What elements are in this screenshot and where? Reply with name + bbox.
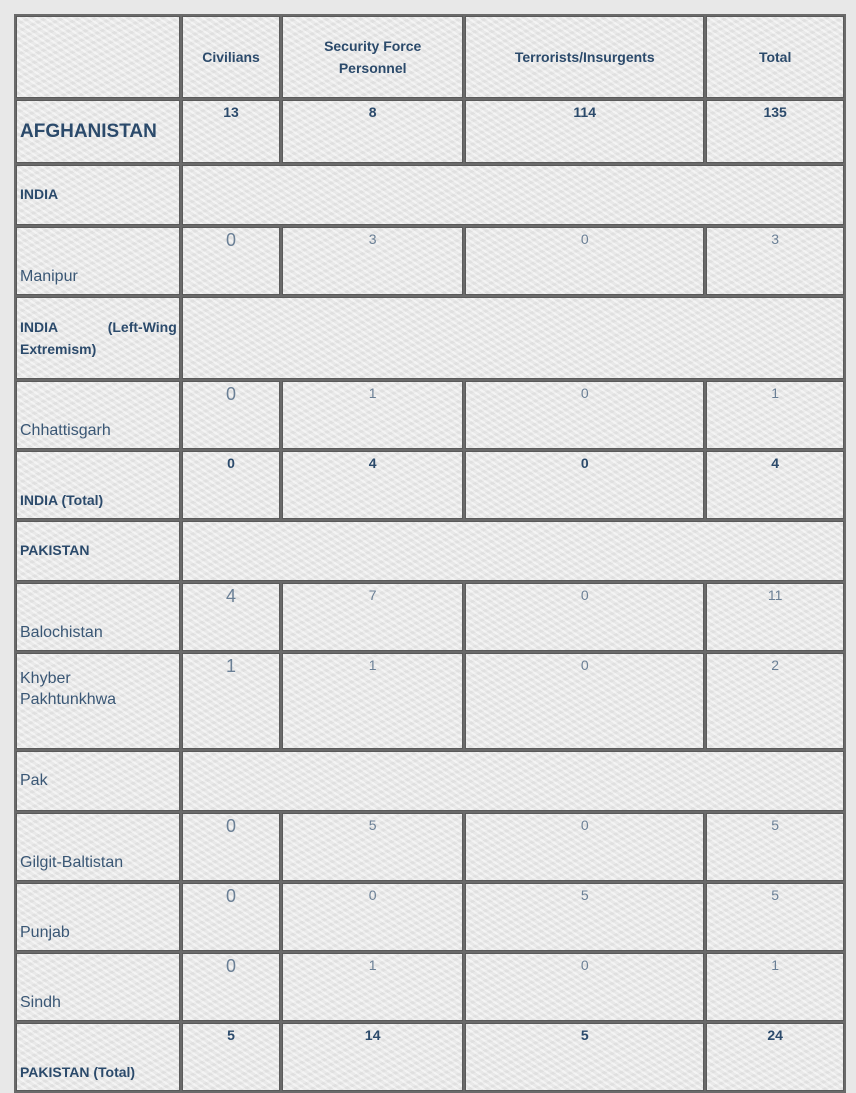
cell-security-force: 7 (282, 583, 463, 651)
section-blank (182, 297, 844, 379)
cell-terrorists: 0 (465, 813, 704, 881)
cell-civilians: 5 (182, 1023, 280, 1091)
row-label-khyber-pakhtunkhwa (16, 653, 180, 749)
cell-security-force: 0 (282, 883, 463, 951)
header-security-force (282, 16, 463, 98)
row-label-sindh: Sindh (16, 953, 180, 1021)
cell-terrorists: 114 (465, 100, 704, 163)
table-row (16, 813, 844, 881)
cell-civilians: 0 (182, 227, 280, 295)
table-row (16, 583, 844, 651)
cell-civilians: 13 (182, 100, 280, 163)
cell-security-force: 5 (282, 813, 463, 881)
cell-total: 5 (706, 813, 844, 881)
section-blank (182, 521, 844, 581)
row-label-afghanistan: AFGHANISTAN (16, 100, 180, 163)
cell-terrorists: 5 (465, 883, 704, 951)
cell-civilians: 1 (182, 653, 280, 749)
lwe-part-1: INDIA (20, 319, 59, 335)
cell-terrorists: 0 (465, 953, 704, 1021)
header-security-line1: Security Force (324, 38, 422, 54)
lwe-part-2: (Left-Wing (107, 319, 177, 335)
table-row (16, 953, 844, 1021)
table-row (16, 653, 844, 749)
cell-civilians: 0 (182, 953, 280, 1021)
table-row (16, 751, 844, 811)
cell-total: 135 (706, 100, 844, 163)
cell-security-force: 1 (282, 953, 463, 1021)
cell-total: 11 (706, 583, 844, 651)
row-label-pakistan-total: PAKISTAN (Total) (16, 1023, 180, 1091)
cell-total: 1 (706, 381, 844, 449)
cell-terrorists: 0 (465, 227, 704, 295)
header-row (16, 16, 844, 98)
row-label-gilgit-baltistan: Gilgit-Baltistan (16, 813, 180, 881)
table-row (16, 451, 844, 519)
header-security-line2: Personnel (338, 60, 407, 76)
cell-total: 3 (706, 227, 844, 295)
table-row (16, 521, 844, 581)
section-label-pakistan: PAKISTAN (16, 521, 180, 581)
cell-security-force: 3 (282, 227, 463, 295)
section-blank (182, 751, 844, 811)
cell-civilians: 4 (182, 583, 280, 651)
cell-terrorists: 5 (465, 1023, 704, 1091)
table-row (16, 1023, 844, 1091)
kp-part-2: Pakhtunkhwa (20, 691, 117, 708)
cell-security-force: 4 (282, 451, 463, 519)
cell-security-force: 1 (282, 653, 463, 749)
cell-terrorists: 0 (465, 451, 704, 519)
section-blank (182, 165, 844, 225)
row-label-india-total: INDIA (Total) (16, 451, 180, 519)
section-label-india: INDIA (16, 165, 180, 225)
fatalities-table-container (14, 14, 846, 1093)
row-label-manipur: Manipur (16, 227, 180, 295)
table-row (16, 100, 844, 163)
cell-security-force: 8 (282, 100, 463, 163)
table-row (16, 165, 844, 225)
row-label-chhattisgarh: Chhattisgarh (16, 381, 180, 449)
row-label-balochistan: Balochistan (16, 583, 180, 651)
cell-civilians: 0 (182, 451, 280, 519)
cell-security-force: 1 (282, 381, 463, 449)
fatalities-table (14, 14, 846, 1093)
cell-total: 4 (706, 451, 844, 519)
cell-terrorists: 0 (465, 381, 704, 449)
cell-total: 5 (706, 883, 844, 951)
row-label-punjab: Punjab (16, 883, 180, 951)
lwe-part-3: Extremism) (20, 341, 97, 357)
table-row (16, 227, 844, 295)
cell-civilians: 0 (182, 813, 280, 881)
cell-terrorists: 0 (465, 583, 704, 651)
section-label-pak: Pak (16, 751, 180, 811)
cell-civilians: 0 (182, 883, 280, 951)
cell-civilians: 0 (182, 381, 280, 449)
table-row (16, 883, 844, 951)
cell-security-force: 14 (282, 1023, 463, 1091)
table-row (16, 297, 844, 379)
cell-total: 24 (706, 1023, 844, 1091)
cell-total: 2 (706, 653, 844, 749)
cell-terrorists: 0 (465, 653, 704, 749)
kp-part-1: Khyber (20, 670, 71, 687)
cell-total: 1 (706, 953, 844, 1021)
header-terrorists: Terrorists/Insurgents (465, 16, 704, 98)
table-row (16, 381, 844, 449)
header-civilians: Civilians (182, 16, 280, 98)
header-total: Total (706, 16, 844, 98)
header-corner (16, 16, 180, 98)
section-label-india-lwe (16, 297, 180, 379)
